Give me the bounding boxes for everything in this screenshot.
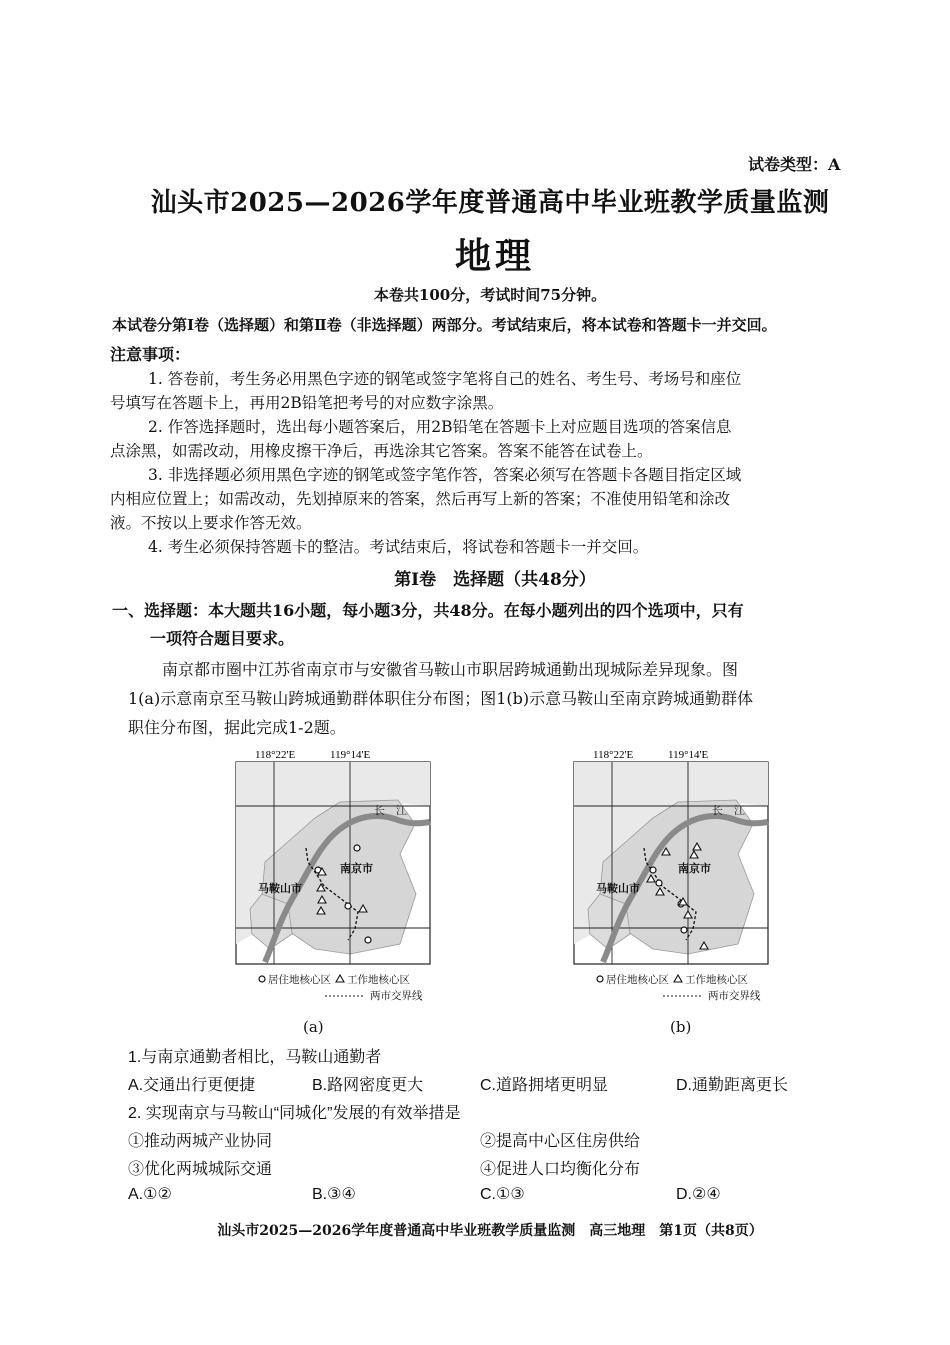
question-2-statement: ②提高中心区住房供给 (480, 1133, 641, 1150)
section-title: 第Ⅰ卷 选择题（共48分） (394, 570, 596, 590)
notice-line: 2. 作答选择题时，选出每小题答案后，用2B铅笔在答题卡上对应题目选项的答案信息 (148, 418, 732, 436)
legend-home: 居住地核心区 (606, 974, 669, 986)
notice-line: 点涂黑，如需改动，用橡皮擦干净后，再选涂其它答案。答案不能答在试卷上。 (110, 442, 653, 460)
city-label: 南京市 (340, 862, 373, 875)
question-2-option-d: D.②④ (676, 1186, 721, 1203)
caption-a: (a) (303, 1018, 324, 1036)
question-2-option-b: B.③④ (312, 1186, 356, 1203)
exam-intro: 本试卷分第Ⅰ卷（选择题）和第Ⅱ卷（非选择题）两部分。考试结束后，将本试卷和答题卡一并交回。 (112, 316, 777, 334)
page-footer: 汕头市2025—2026学年度普通高中毕业班教学质量监测 高三地理 第1页（共8页） (217, 1223, 763, 1239)
subject-title: 地理 (454, 235, 535, 277)
paper-type: 试卷类型：A (748, 155, 841, 174)
exam-title: 汕头市2025—2026学年度普通高中毕业班教学质量监测 (150, 188, 830, 218)
question-1-option-b: B.路网密度更大 (312, 1077, 424, 1094)
home-core-marker (681, 927, 687, 933)
question-1-stem: 1.与南京通勤者相比，马鞍山通勤者 (128, 1049, 382, 1066)
home-core-marker (650, 867, 656, 873)
city-label: 马鞍山市 (258, 882, 302, 895)
city-label: 南京市 (678, 862, 711, 875)
legend-work-symbol (336, 975, 344, 982)
section-instruction-cont: 一项符合题目要求。 (150, 629, 295, 648)
notice-line: 1. 答卷前，考生务必用黑色字迹的钢笔或签字笔将自己的姓名、考生号、考场号和座位 (148, 370, 742, 388)
legend-border: 两市交界线 (708, 990, 761, 1002)
stem-line: 职住分布图，据此完成1-2题。 (128, 718, 346, 737)
question-2-statement: ③优化两城城际交通 (128, 1161, 273, 1178)
question-2-stem: 2. 实现南京与马鞍山“同城化”发展的有效举措是 (128, 1105, 461, 1122)
caption-b: (b) (670, 1018, 692, 1036)
question-2-statement: ④促进人口均衡化分布 (480, 1161, 641, 1178)
home-core-marker (354, 845, 360, 851)
legend-home-symbol (259, 976, 265, 982)
stem-line: 南京都市圈中江苏省南京市与安徽省马鞍山市职居跨城通勤出现城际差异现象。图 (162, 660, 739, 679)
lon-label: 118°22'E (255, 749, 296, 761)
river-label: 长 江 (374, 804, 407, 817)
notice-line: 内相应位置上；如需改动，先划掉原来的答案，然后再写上新的答案；不准使用铅笔和涂改 (110, 490, 731, 508)
notice-line: 液。不按以上要求作答无效。 (110, 514, 312, 532)
question-2-statement: ①推动两城产业协同 (128, 1133, 273, 1150)
legend-work-symbol (674, 975, 682, 982)
legend-work: 工作地核心区 (685, 974, 748, 986)
legend-home: 居住地核心区 (268, 974, 331, 986)
notice-line: 号填写在答题卡上，再用2B铅笔把考号的对应数字涂黑。 (110, 394, 504, 412)
notice-title: 注意事项： (110, 345, 191, 364)
home-core-marker (656, 880, 662, 886)
question-2-option-a: A.①② (128, 1186, 172, 1203)
score-time: 本卷共100分，考试时间75分钟。 (373, 286, 607, 304)
question-1-option-c: C.道路拥堵更明显 (480, 1077, 609, 1094)
notice-line: 3. 非选择题必须用黑色字迹的钢笔或签字笔作答，答案必须写在答题卡各题目指定区域 (148, 466, 742, 484)
lon-label: 118°22'E (593, 749, 634, 761)
river-label: 长 江 (712, 804, 745, 817)
map-b (518, 744, 778, 1002)
question-2-option-c: C.①③ (480, 1186, 525, 1203)
legend-border: 两市交界线 (370, 990, 423, 1002)
lon-label: 119°14'E (330, 749, 371, 761)
lon-label: 119°14'E (668, 749, 709, 761)
question-1-option-d: D.通勤距离更长 (676, 1077, 789, 1094)
question-1-option-a: A.交通出行更便捷 (128, 1077, 256, 1094)
home-core-marker (365, 937, 371, 943)
map-a (180, 744, 440, 1002)
legend-home-symbol (597, 976, 603, 982)
stem-line: 1(a)示意南京至马鞍山跨城通勤群体职住分布图；图1(b)示意马鞍山至南京跨城通勤群体 (128, 689, 754, 708)
city-label: 马鞍山市 (596, 882, 640, 895)
home-core-marker (345, 903, 351, 909)
notice-line: 4. 考生必须保持答题卡的整洁。考试结束后，将试卷和答题卡一并交回。 (148, 538, 649, 556)
section-instruction: 一、选择题：本大题共16小题，每小题3分，共48分。在每小题列出的四个选项中，只有 (112, 601, 744, 620)
legend-work: 工作地核心区 (347, 974, 410, 986)
